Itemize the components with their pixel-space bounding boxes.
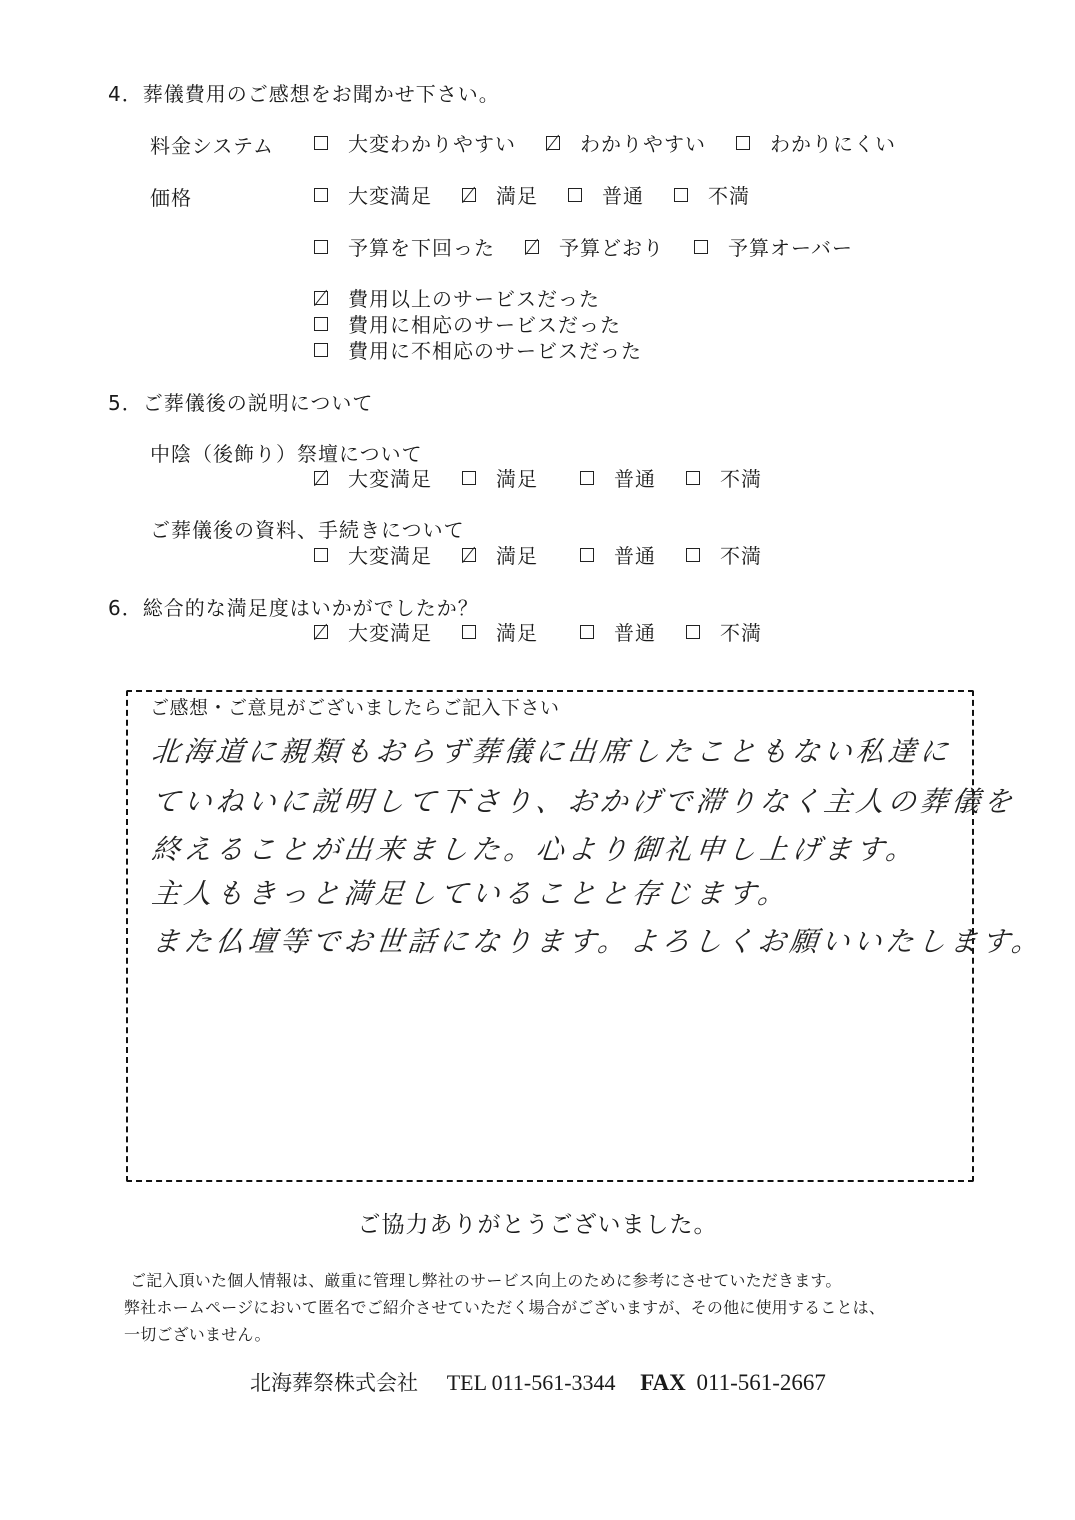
checkbox[interactable]: [314, 343, 328, 357]
checkbox[interactable]: [462, 471, 476, 485]
checkbox[interactable]: [580, 471, 594, 485]
option-very-satisfied[interactable]: 大変満足: [314, 180, 432, 209]
option-dissatisfied[interactable]: 不満: [686, 463, 762, 492]
checkbox[interactable]: [736, 136, 750, 150]
price-label: 価格: [150, 186, 192, 210]
option-value-equal[interactable]: 費用に相応のサービスだった: [314, 309, 621, 338]
option-under-budget[interactable]: 予算を下回った: [314, 232, 495, 261]
documents-label: ご葬儀後の資料、手続きについて: [150, 518, 465, 542]
checkbox[interactable]: [314, 136, 328, 150]
option-dissatisfied[interactable]: 不満: [686, 617, 762, 646]
altar-label: 中陰（後飾り）祭壇について: [150, 442, 423, 466]
option-dissatisfied[interactable]: 不満: [686, 540, 762, 569]
option-on-budget[interactable]: 予算どおり: [525, 232, 664, 261]
checkbox-checked[interactable]: [314, 625, 328, 639]
altar-options: [314, 463, 762, 492]
option-value-below[interactable]: 費用に不相応のサービスだった: [314, 335, 642, 364]
privacy-notice-line: ご記入頂いた個人情報は、厳重に管理し弊社のサービス向上のために参考にさせていただきます。: [130, 1271, 842, 1290]
thanks-message: ご協力ありがとうございました。: [357, 1212, 718, 1238]
option-very-satisfied[interactable]: 大変満足: [314, 617, 432, 646]
checkbox-checked[interactable]: [546, 136, 560, 150]
option-very-satisfied[interactable]: 大変満足: [314, 463, 432, 492]
option-satisfied[interactable]: 満足: [462, 463, 538, 492]
company-contact: [250, 1367, 826, 1397]
checkbox[interactable]: [580, 625, 594, 639]
documents-options: [314, 540, 762, 569]
checkbox[interactable]: [314, 240, 328, 254]
checkbox[interactable]: [686, 471, 700, 485]
option-normal[interactable]: 普通: [580, 540, 656, 569]
price-budget-options: [314, 232, 853, 261]
checkbox[interactable]: [314, 188, 328, 202]
comment-line: 終えることが出来ました。心より御礼申し上げます。: [150, 833, 920, 866]
checkbox[interactable]: [314, 317, 328, 331]
company-tel: TEL 011-561-3344: [446, 1370, 616, 1395]
price-satisfaction-options: [314, 180, 750, 209]
option-normal[interactable]: 普通: [580, 617, 656, 646]
pricing-system-label: 料金システム: [150, 134, 274, 158]
option-over-budget[interactable]: 予算オーバー: [694, 232, 853, 261]
option-satisfied[interactable]: 満足: [462, 540, 538, 569]
checkbox[interactable]: [568, 188, 582, 202]
pricing-system-options: [314, 128, 896, 157]
checkbox[interactable]: [686, 548, 700, 562]
checkbox-checked[interactable]: [314, 471, 328, 485]
comment-line: 北海道に親類もおらず葬儀に出席したこともない私達に: [150, 735, 954, 768]
option-satisfied[interactable]: 満足: [462, 617, 538, 646]
checkbox[interactable]: [674, 188, 688, 202]
comment-line: 主人もきっと満足していることと存じます。: [150, 877, 792, 910]
option-satisfied[interactable]: 満足: [462, 180, 538, 209]
comment-line: ていねいに説明して下さり、おかげで滞りなく主人の葬儀を: [150, 785, 1018, 818]
checkbox[interactable]: [462, 625, 476, 639]
privacy-notice-line: 一切ございません。: [124, 1325, 271, 1344]
overall-options: [314, 617, 762, 646]
option-normal[interactable]: 普通: [580, 463, 656, 492]
checkbox[interactable]: [686, 625, 700, 639]
section6-title: 6．総合的な満足度はいかがでしたか？: [108, 596, 479, 620]
comment-label: ご感想・ご意見がございましたらご記入下さい: [150, 697, 560, 719]
option-value-above[interactable]: 費用以上のサービスだった: [314, 283, 600, 312]
fax-label: FAX: [640, 1370, 686, 1395]
option-normal[interactable]: 普通: [568, 180, 644, 209]
checkbox-checked[interactable]: [525, 240, 539, 254]
checkbox[interactable]: [314, 548, 328, 562]
option-very-clear[interactable]: 大変わかりやすい: [314, 128, 516, 157]
option-clear[interactable]: わかりやすい: [546, 128, 706, 157]
section4-title: 4．葬儀費用のご感想をお聞かせ下さい。: [108, 82, 500, 106]
checkbox-checked[interactable]: [462, 548, 476, 562]
option-dissatisfied[interactable]: 不満: [674, 180, 750, 209]
company-fax: 011-561-2667: [696, 1370, 826, 1395]
checkbox-checked[interactable]: [314, 291, 328, 305]
company-name: 北海葬祭株式会社: [250, 1371, 418, 1395]
section5-title: 5．ご葬儀後の説明について: [108, 391, 374, 415]
checkbox[interactable]: [694, 240, 708, 254]
privacy-notice-line: 弊社ホームページにおいて匿名でご紹介させていただく場合がございますが、その他に使用することは、: [124, 1298, 886, 1317]
comment-line: また仏壇等でお世話になります。よろしくお願いいたします。: [150, 925, 1046, 958]
checkbox[interactable]: [580, 548, 594, 562]
option-unclear[interactable]: わかりにくい: [736, 128, 896, 157]
option-very-satisfied[interactable]: 大変満足: [314, 540, 432, 569]
checkbox-checked[interactable]: [462, 188, 476, 202]
